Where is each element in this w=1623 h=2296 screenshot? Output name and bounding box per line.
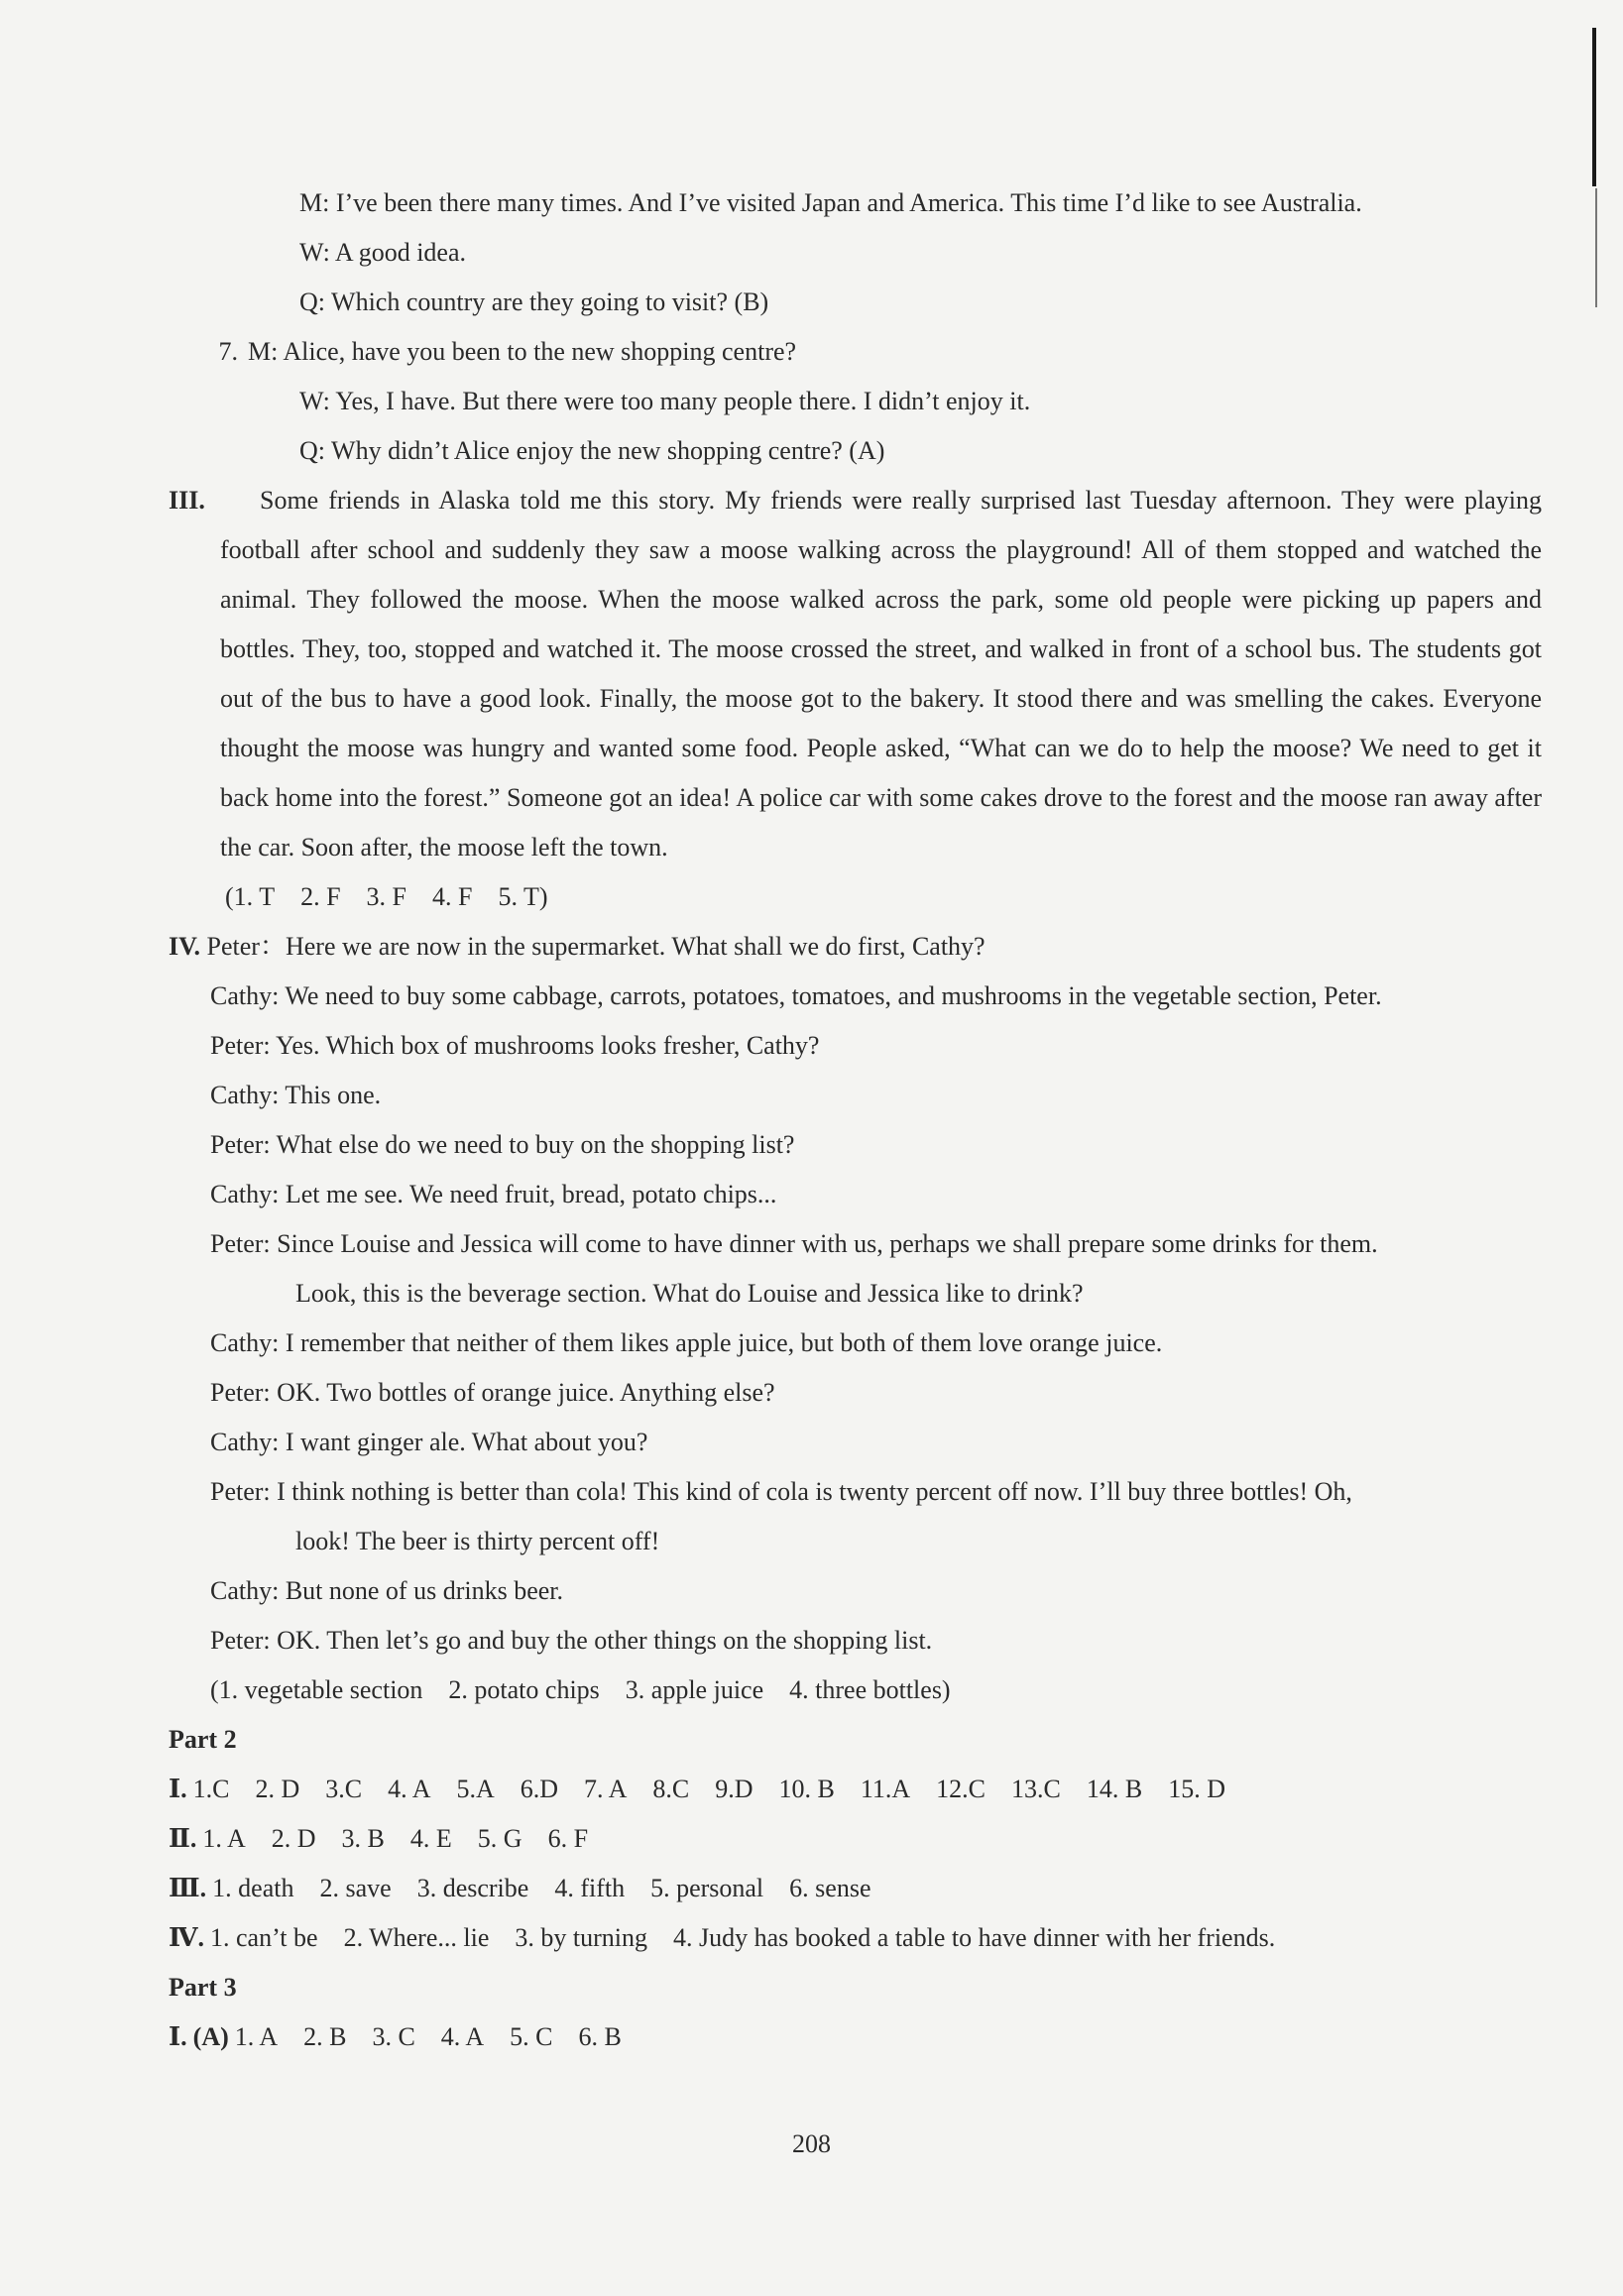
dialogue-continuation: look! The beer is thirty percent off!	[295, 1527, 660, 1555]
part-3-heading: Part 3	[169, 1973, 237, 2002]
part-2-row-4: Ⅳ. 1. can’t be 2. Where... lie 3. by turning 4. Judy has booked a table to have dinner with her friends.	[169, 1923, 1276, 1952]
section-iv-first-line: IV. Peter：Here we are now in the supermarket. What shall we do first, Cathy?	[169, 922, 1542, 972]
part-2-row-2: Ⅱ. 1. A 2. D 3. B 4. E 5. G 6. F	[169, 1824, 589, 1853]
dialogue-line: Cathy: I remember that neither of them likes apple juice, but both of them love orange juice.	[210, 1328, 1163, 1357]
section-iv-dialogue	[169, 972, 1542, 1715]
dialogue-line: Peter: Yes. Which box of mushrooms looks fresher, Cathy?	[210, 1031, 820, 1060]
scan-edge-mark	[1592, 28, 1596, 186]
part-2-heading: Part 2	[169, 1725, 237, 1754]
section-iii	[169, 476, 1542, 872]
part-2-row-3: Ⅲ. 1. death 2. save 3. describe 4. fifth 5. personal 6. sense	[169, 1874, 871, 1902]
section-iii-answers: (1. T 2. F 3. F 4. F 5. T)	[225, 882, 548, 911]
part-2-row-1: Ⅰ. 1.C 2. D 3.C 4. A 5.A 6.D 7. A 8.C 9.D 10. B 11.A 12.C 13.C 14. B 15. D	[169, 1775, 1225, 1803]
section-label: III.	[169, 486, 205, 515]
dialogue-line: Peter: OK. Then let’s go and buy the other things on the shopping list.	[210, 1626, 933, 1655]
page-number: 208	[792, 2129, 831, 2158]
dialogue-line: Q: Which country are they going to visit? (B)	[299, 287, 769, 316]
dialogue-line: Cathy: But none of us drinks beer.	[210, 1576, 564, 1605]
dialogue-line: Peter: I think nothing is better than cola! This kind of cola is twenty percent off now. I’ll buy three bottles! Oh,	[210, 1477, 1352, 1506]
dialogue-line: Cathy: This one.	[210, 1081, 382, 1109]
dialogue-line: Peter: What else do we need to buy on the shopping list?	[210, 1130, 795, 1159]
dialogue-line: W: A good idea.	[299, 238, 467, 267]
dialogue-line: Peter: Since Louise and Jessica will come to have dinner with us, perhaps we shall prepare some drinks for them.	[210, 1229, 1378, 1258]
section-label: IV.	[169, 932, 201, 961]
dialogue-line: Q: Why didn’t Alice enjoy the new shopping centre? (A)	[299, 436, 885, 465]
scan-edge-line	[1595, 188, 1597, 307]
answer-key-content	[169, 178, 1542, 2062]
dialogue-line: Cathy: I want ginger ale. What about you?	[210, 1428, 648, 1456]
dialogue-line: W: Yes, I have. But there were too many people there. I didn’t enjoy it.	[299, 387, 1031, 415]
dialogue-continuation: Look, this is the beverage section. What do Louise and Jessica like to drink?	[295, 1279, 1084, 1308]
item-number: 7.	[218, 337, 238, 366]
dialogue-line: Cathy: Let me see. We need fruit, bread, potato chips...	[210, 1180, 777, 1208]
section-iv-answers: (1. vegetable section 2. potato chips 3. apple juice 4. three bottles)	[210, 1675, 951, 1704]
story-paragraph: Some friends in Alaska told me this story. My friends were really surprised last Tuesday afternoon. They were playing football after school and suddenly they saw a moose walking across the playground! All of them stopped and watched the animal. They followed the moose. When the moose walked across the park, some old people were picking up papers and bottles. They, too, stopped and watched it. The moose crossed the street, and walked in front of a school bus. The students got out of the bus to have a good look. Finally, the moose got to the bakery. It stood there and was smelling the cakes. Everyone thought the moose was hungry and wanted some food. People asked, “What can we do to help the moose? We need to get it back home into the forest.” Someone got an idea! A police car with some cakes drove to the forest and the moose ran away after the car. Soon after, the moose left the town.	[220, 486, 1542, 861]
item-7-line: 7. M: Alice, have you been to the new shopping centre?	[169, 327, 1542, 377]
dialogue-line: M: I’ve been there many times. And I’ve visited Japan and America. This time I’d like to see Australia.	[299, 188, 1362, 217]
dialogue-line: Cathy: We need to buy some cabbage, carrots, potatoes, tomatoes, and mushrooms in the vegetable section, Peter.	[210, 981, 1382, 1010]
dialogue-line: Peter: OK. Two bottles of orange juice. Anything else?	[210, 1378, 775, 1407]
part-3-row-1: Ⅰ. (A) 1. A 2. B 3. C 4. A 5. C 6. B	[169, 2022, 622, 2051]
